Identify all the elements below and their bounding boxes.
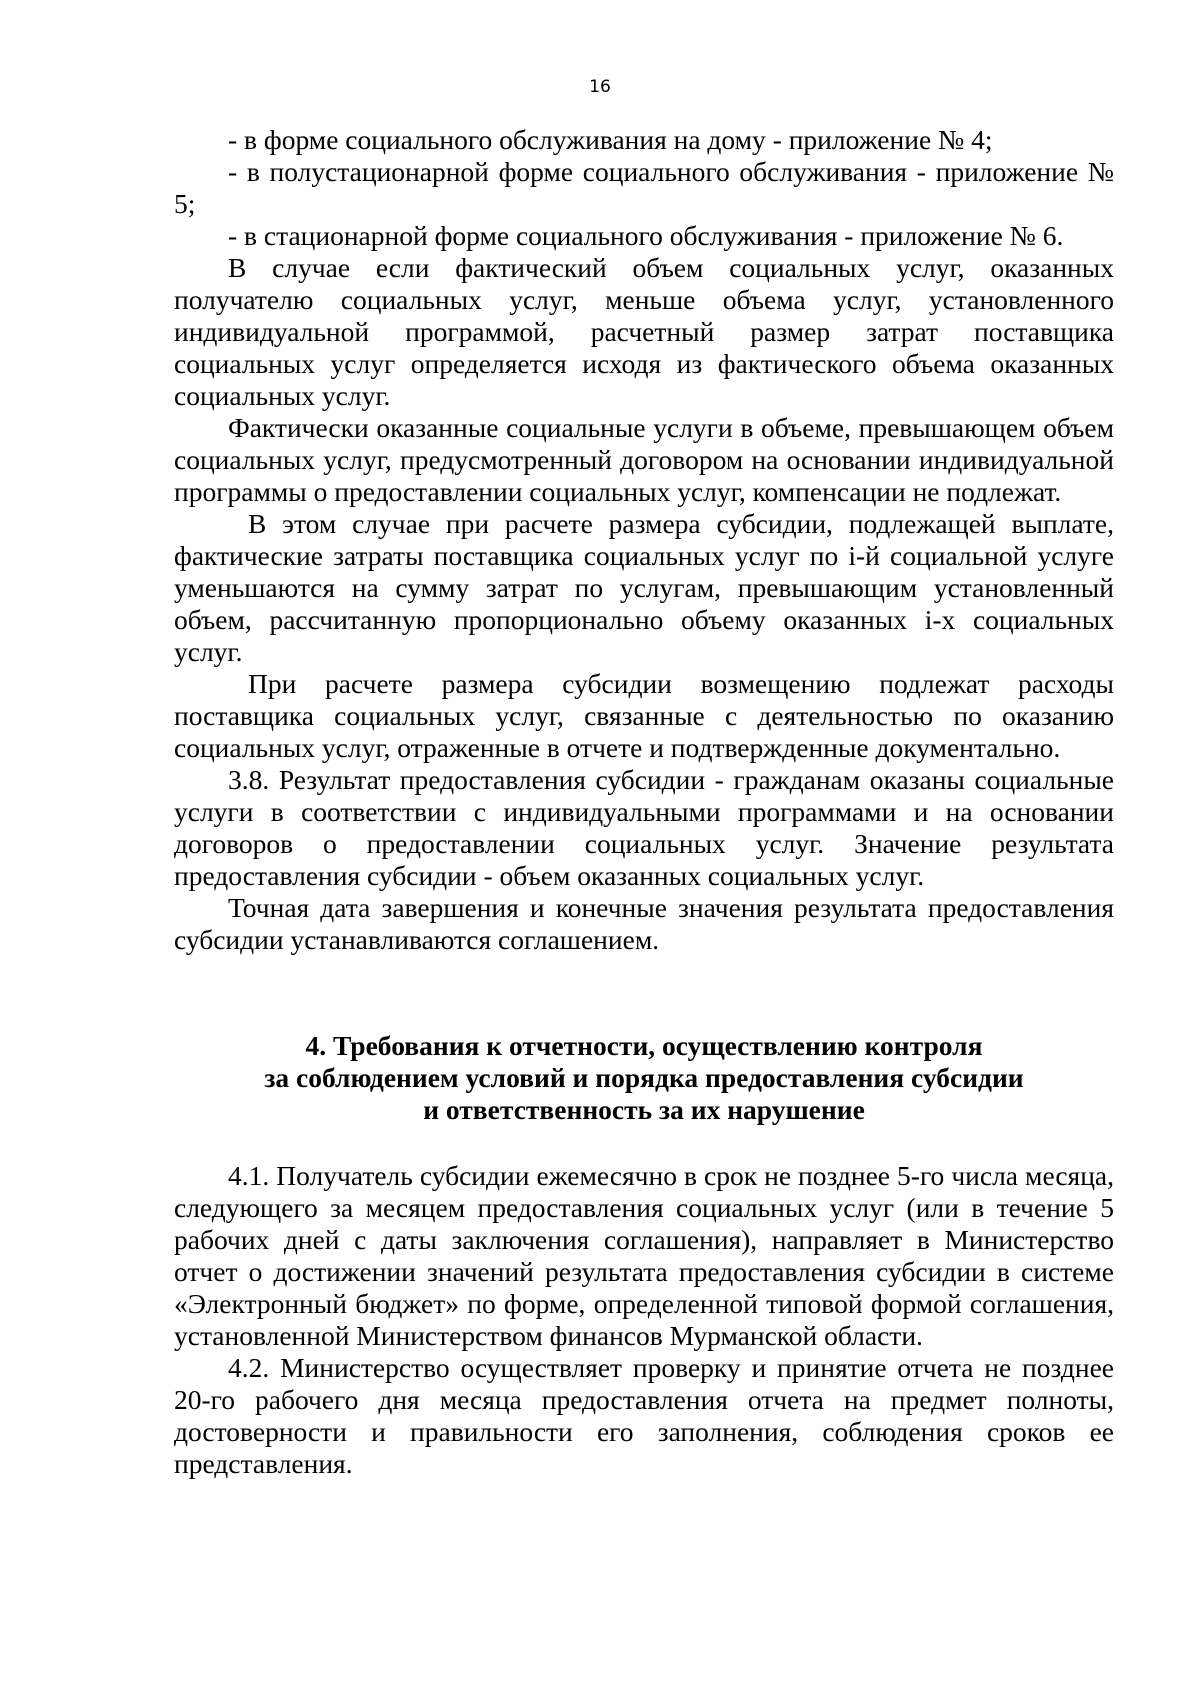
paragraph-clause-3-8: 3.8. Результат предоставления субсидии - гражданам оказаны социальные услуги в соответствии с индивидуальными программами и на основании договоров о предоставлении социальных услуг. Значение результата предоставления субсидии - объем оказанных социальных услуг. xyxy=(174,764,1114,891)
paragraph-subsidy-calculation: В этом случае при расчете размера субсидии, подлежащей выплате, фактические затраты поставщика социальных услуг по i-й социальной услуге уменьшаются на сумму затрат по услугам, превышающим установленный объем, рассчитанную пропорционально объему оказанных i-х социальных услуг. xyxy=(174,508,1114,667)
list-item-home-service: - в форме социального обслуживания на дому - приложение № 4; xyxy=(228,124,993,155)
paragraph-clause-4-2: 4.2. Министерство осуществляет проверку и принятие отчета не позднее 20-го рабочего дня месяца предоставления отчета на предмет полноты, достоверности и правильности его заполнения, соблюдения сроков ее представления. xyxy=(174,1352,1114,1479)
document-body xyxy=(174,124,1114,1480)
section-heading-line-1: 4. Требования к отчетности, осуществлению контроля xyxy=(305,1030,983,1061)
section-heading-4 xyxy=(174,1030,1114,1126)
section-heading-line-2: за соблюдением условий и порядка предоставления субсидии xyxy=(264,1062,1024,1093)
section-heading-line-3: и ответственность за их нарушение xyxy=(423,1094,865,1125)
page-number: 16 xyxy=(589,77,611,97)
list-item-semi-stationary: - в полустационарной форме социального обслуживания - приложение № 5; xyxy=(174,156,1114,219)
paragraph-clause-4-1: 4.1. Получатель субсидии ежемесячно в срок не позднее 5-го числа месяца, следующего за месяцем предоставления социальных услуг (или в течение 5 рабочих дней с даты заключения соглашения), направляет в Министерство отчет о достижении значений результата предоставления субсидии в системе «Электронный бюджет» по форме, определенной типовой формой соглашения, установленной Министерством финансов Мурманской области. xyxy=(174,1160,1114,1351)
paragraph-excess-not-compensated: Фактически оказанные социальные услуги в объеме, превышающем объем социальных услуг, предусмотренный договором на основании индивидуальной программы о предоставлении социальных услуг, компенсации не подлежат. xyxy=(174,412,1114,507)
paragraph-actual-volume-less: В случае если фактический объем социальных услуг, оказанных получателю социальных услуг, меньше объема услуг, установленного индивидуальной программой, расчетный размер затрат поставщика социальных услуг определяется исходя из фактического объема оказанных социальных услуг. xyxy=(174,252,1114,411)
paragraph-reimbursable-expenses: При расчете размера субсидии возмещению подлежат расходы поставщика социальных услуг, связанные с деятельностью по оказанию социальных услуг, отраженные в отчете и подтвержденные документально. xyxy=(174,668,1114,763)
paragraph-completion-date: Точная дата завершения и конечные значения результата предоставления субсидии устанавливаются соглашением. xyxy=(174,892,1114,955)
list-item-stationary: - в стационарной форме социального обслуживания - приложение № 6. xyxy=(228,220,1064,251)
